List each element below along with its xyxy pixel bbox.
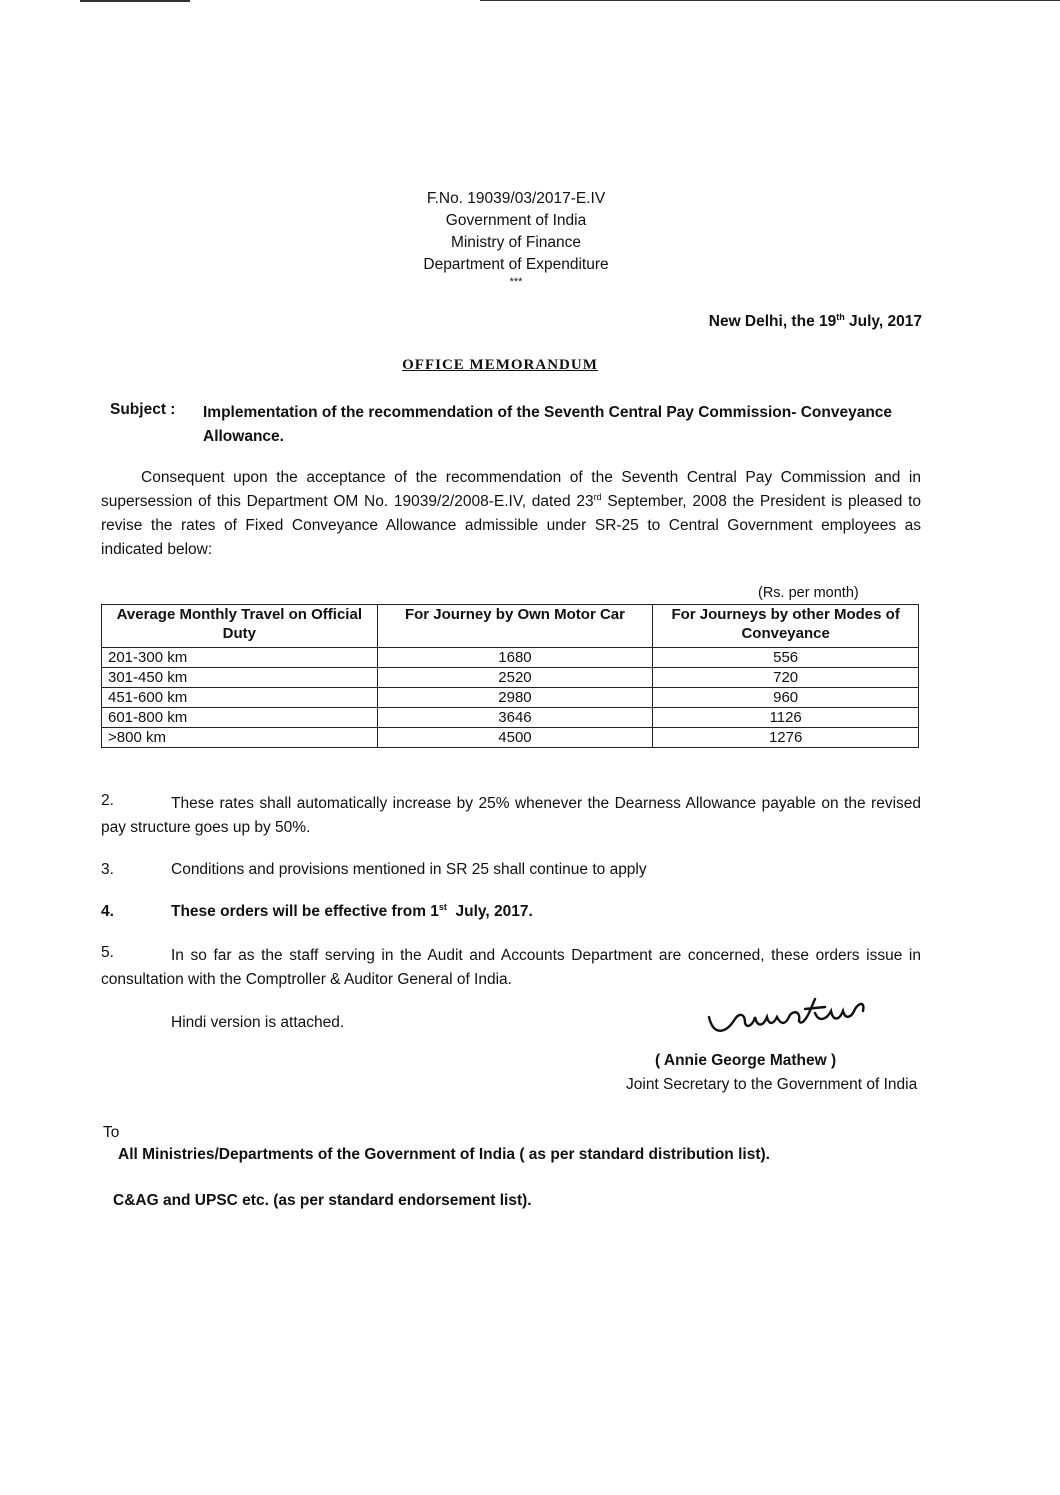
header-travel: Average Monthly Travel on Official Duty: [102, 605, 378, 648]
header-motor-car: For Journey by Own Motor Car: [377, 605, 653, 648]
table-row: [102, 688, 919, 708]
travel-range: >800 km: [102, 728, 378, 748]
other-modes-rate: 720: [653, 668, 919, 688]
motor-car-rate: 2980: [377, 688, 653, 708]
date-prefix: New Delhi, the 19: [708, 313, 837, 330]
motor-car-rate: 1680: [377, 648, 653, 668]
paragraph-5: In so far as the staff serving in the Audit and Accounts Department are concerned, these orders issue in consultation with the Comptroller & Auditor General of India.: [101, 947, 921, 988]
scan-edge-line: [80, 0, 190, 2]
signatory-designation: Joint Secretary to the Government of India: [626, 1076, 918, 1093]
para5-number: 5.: [101, 944, 114, 961]
signature-image: [705, 995, 875, 1050]
table-row: [102, 728, 919, 748]
other-modes-rate: 556: [653, 648, 919, 668]
subject-label: Subject :: [110, 401, 176, 418]
para4-sup: st: [438, 901, 447, 912]
date-line: [709, 313, 922, 331]
table-unit-label: (Rs. per month): [758, 585, 859, 601]
para3-number: 3.: [101, 861, 114, 878]
distribution-line-1: All Ministries/Departments of the Government of India ( as per standard distribution list).: [118, 1146, 770, 1163]
signatory-name: ( Annie George Mathew ): [655, 1052, 837, 1069]
motor-car-rate: 3646: [377, 708, 653, 728]
table-row: [102, 668, 919, 688]
table-header-row: [102, 605, 919, 648]
other-modes-rate: 1126: [653, 708, 919, 728]
ministry-name: Ministry of Finance: [450, 234, 582, 251]
para4-number: 4.: [101, 903, 114, 920]
table-row: [102, 708, 919, 728]
paragraph-2: These rates shall automatically increase by 25% whenever the Dearness Allowance payable on the revised pay structure goes up by 50%.: [101, 795, 921, 836]
para1-sup: rd: [593, 491, 602, 502]
distribution-line-2: C&AG and UPSC etc. (as per standard endorsement list).: [113, 1192, 532, 1209]
paragraph-4: [171, 903, 921, 921]
hindi-note: Hindi version is attached.: [171, 1014, 345, 1031]
paragraph-1: [101, 466, 921, 562]
motor-car-rate: 4500: [377, 728, 653, 748]
other-modes-rate: 960: [653, 688, 919, 708]
date-sup: th: [836, 311, 845, 322]
letterhead: [0, 188, 1060, 288]
motor-car-rate: 2520: [377, 668, 653, 688]
to-label: To: [103, 1124, 120, 1141]
para1-text-a: Consequent upon the acceptance of the recommendation of the Seventh Central Pay Commission and in supersession of this Department OM No. 19039/2/2008-E.IV, dated 23: [101, 469, 921, 510]
separator: ***: [509, 276, 523, 288]
government-name: Government of India: [445, 212, 587, 229]
date-suffix: July, 2017: [844, 313, 922, 330]
para4-text-b: July, 2017.: [446, 903, 533, 920]
para1-text-b: September, 2008 the President is pleased to revise the rates of Fixed Conveyance Allowance admissible under SR-25 to Central Government employees as indicated below:: [101, 493, 921, 558]
allowance-table: [101, 604, 919, 748]
memo-title: [0, 357, 1060, 374]
para2-number: 2.: [101, 792, 114, 809]
para4-text-a: These orders will be effective from 1: [171, 903, 439, 920]
department-name: Department of Expenditure: [423, 256, 609, 273]
subject-text: Implementation of the recommendation of the Seventh Central Pay Commission- Conveyance Allowance.: [203, 404, 893, 445]
memo-title-text: OFFICE MEMORANDUM: [402, 357, 598, 373]
travel-range: 201-300 km: [102, 648, 378, 668]
file-number: F.No. 19039/03/2017-E.IV: [426, 190, 606, 207]
handwritten-signature-icon: [705, 995, 875, 1045]
other-modes-rate: 1276: [653, 728, 919, 748]
travel-range: 301-450 km: [102, 668, 378, 688]
header-other-modes: For Journeys by other Modes of Conveyance: [653, 605, 919, 648]
table-row: [102, 648, 919, 668]
travel-range: 451-600 km: [102, 688, 378, 708]
paragraph-3: Conditions and provisions mentioned in SR 25 shall continue to apply: [171, 861, 647, 878]
travel-range: 601-800 km: [102, 708, 378, 728]
scan-edge-line: [480, 0, 1060, 1]
